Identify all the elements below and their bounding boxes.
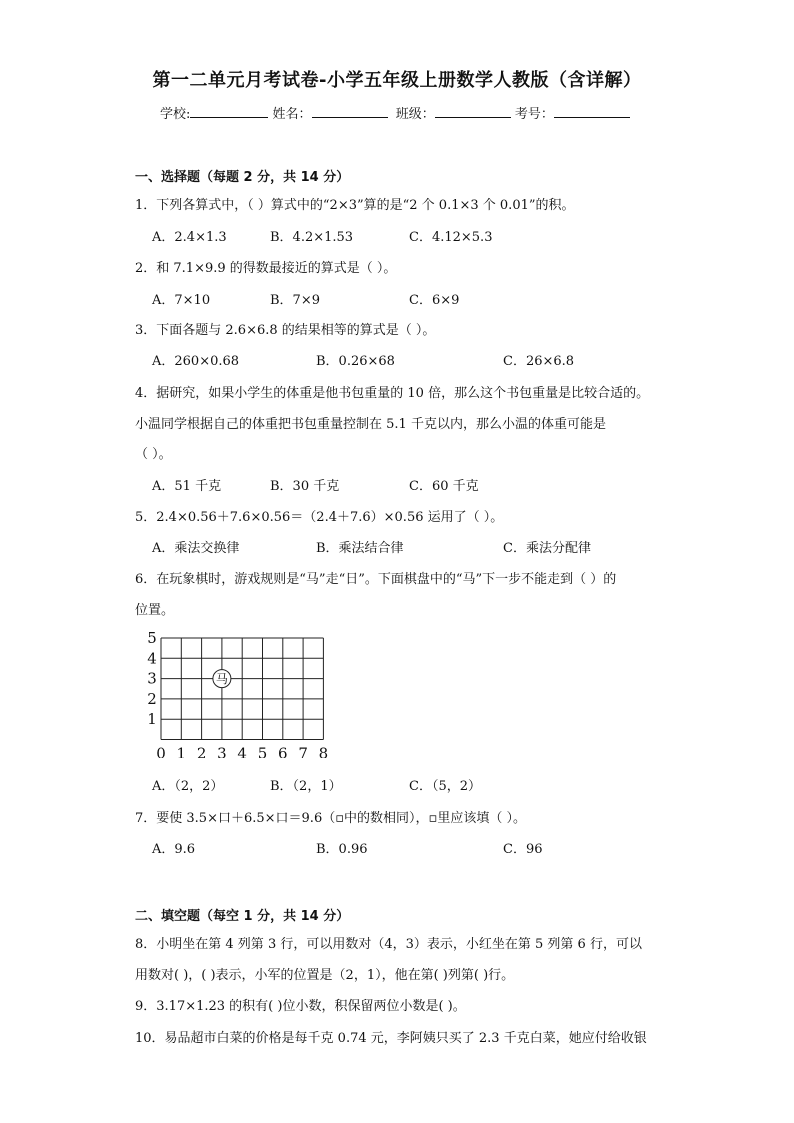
question-5: 5．2.4×0.56＋7.6×0.56＝（2.4＋7.6）×0.56 运用了（ ）。 (135, 510, 504, 525)
chess-board-svg (145, 630, 335, 758)
question-4-line2: 小温同学根据自己的体重把书包重量控制在 5.1 千克以内，那么小温的体重可能是 (135, 417, 606, 432)
question-3: 3．下面各题与 2.6×6.8 的结果相等的算式是（ ）。 (135, 323, 436, 338)
question-7: 7．要使 3.5×口＋6.5×口＝9.6（▫中的数相同），▫里应该填（ ）。 (135, 811, 526, 826)
question-4-line3: （ ）。 (135, 447, 172, 462)
question-8-line2: 用数对( )，( )表示，小军的位置是（2，1），他在第( )列第( )行。 (135, 968, 515, 983)
q5-option-c[interactable]: C．乘法分配律 (503, 541, 591, 556)
q5-option-a[interactable]: A．乘法交换律 (152, 541, 240, 556)
q5-option-b[interactable]: B．乘法结合律 (316, 541, 404, 556)
q1-option-c[interactable]: C．4.12×5.3 (409, 230, 493, 245)
q3-option-c[interactable]: C．26×6.8 (503, 354, 575, 369)
x-axis-label: 3 (217, 744, 227, 758)
chess-board (145, 630, 335, 758)
q3-option-b[interactable]: B．0.26×68 (316, 354, 395, 369)
question-1: 1．下列各算式中，（ ）算式中的“2×3”算的是“2 个 0.1×3 个 0.01”的积。 (135, 198, 575, 213)
x-axis-label: 6 (278, 744, 288, 758)
q4-option-b[interactable]: B．30 千克 (270, 479, 340, 494)
x-axis-label: 2 (196, 744, 207, 758)
y-axis-label: 3 (147, 669, 157, 688)
x-axis-label: 4 (237, 744, 247, 758)
y-axis-label: 1 (147, 710, 157, 729)
y-axis-label: 2 (147, 689, 157, 708)
student-info-line (160, 103, 630, 122)
name-label: 姓名： (272, 107, 312, 122)
q6-option-c[interactable]: C．（5，2） (409, 779, 481, 794)
q7-option-a[interactable]: A．9.6 (152, 842, 196, 857)
school-blank[interactable] (190, 105, 268, 118)
q6-option-a[interactable]: A．（2，2） (152, 779, 224, 794)
y-axis-label: 5 (147, 630, 157, 647)
x-axis-label: 8 (318, 744, 329, 758)
section2-heading: 二、填空题（每空 1 分，共 14 分） (135, 909, 350, 924)
q3-option-a[interactable]: A．260×0.68 (152, 354, 240, 369)
page-title: 第一二单元月考试卷-小学五年级上册数学人教版（含详解） (152, 70, 642, 91)
name-blank[interactable] (312, 105, 388, 118)
number-blank[interactable] (554, 105, 630, 118)
x-axis-label: 5 (257, 744, 268, 758)
q7-option-c[interactable]: C．96 (503, 842, 543, 857)
section1-heading: 一、选择题（每题 2 分，共 14 分） (135, 170, 350, 185)
question-9: 9．3.17×1.23 的积有( )位小数，积保留两位小数是( )。 (135, 999, 466, 1014)
question-10: 10．易品超市白菜的价格是每千克 0.74 元，李阿姨只买了 2.3 千克白菜，她应付给收银 (135, 1031, 647, 1046)
number-label: 考号： (514, 107, 554, 122)
q4-option-c[interactable]: C．60 千克 (409, 479, 479, 494)
q2-option-a[interactable]: A．7×10 (152, 293, 211, 308)
question-6-line1: 6．在玩象棋时，游戏规则是“马”走“日”。下面棋盘中的“马”下一步不能走到（ ）的 (135, 572, 617, 587)
horse-piece-label: 马 (215, 672, 228, 687)
question-6-line2: 位置。 (135, 603, 175, 618)
class-blank[interactable] (435, 105, 511, 118)
x-axis-label: 0 (156, 744, 166, 758)
class-label: 班级： (395, 107, 435, 122)
y-axis-label: 4 (147, 649, 157, 668)
question-8-line1: 8．小明坐在第 4 列第 3 行，可以用数对（4，3）表示，小红坐在第 5 列第 6 行，可以 (135, 937, 642, 952)
x-axis-label: 7 (298, 744, 308, 758)
q7-option-b[interactable]: B．0.96 (316, 842, 368, 857)
question-4-line1: 4．据研究，如果小学生的体重是他书包重量的 10 倍，那么这个书包重量是比较合适的。 (135, 386, 650, 401)
q2-option-b[interactable]: B．7×9 (270, 293, 320, 308)
q6-option-b[interactable]: B．（2，1） (270, 779, 342, 794)
q1-option-b[interactable]: B．4.2×1.53 (270, 230, 354, 245)
question-2: 2．和 7.1×9.9 的得数最接近的算式是（ ）。 (135, 261, 397, 276)
x-axis-label: 1 (176, 744, 187, 758)
q4-option-a[interactable]: A．51 千克 (152, 479, 222, 494)
q1-option-a[interactable]: A．2.4×1.3 (152, 230, 227, 245)
q2-option-c[interactable]: C．6×9 (409, 293, 460, 308)
school-label: 学校: (160, 107, 191, 122)
